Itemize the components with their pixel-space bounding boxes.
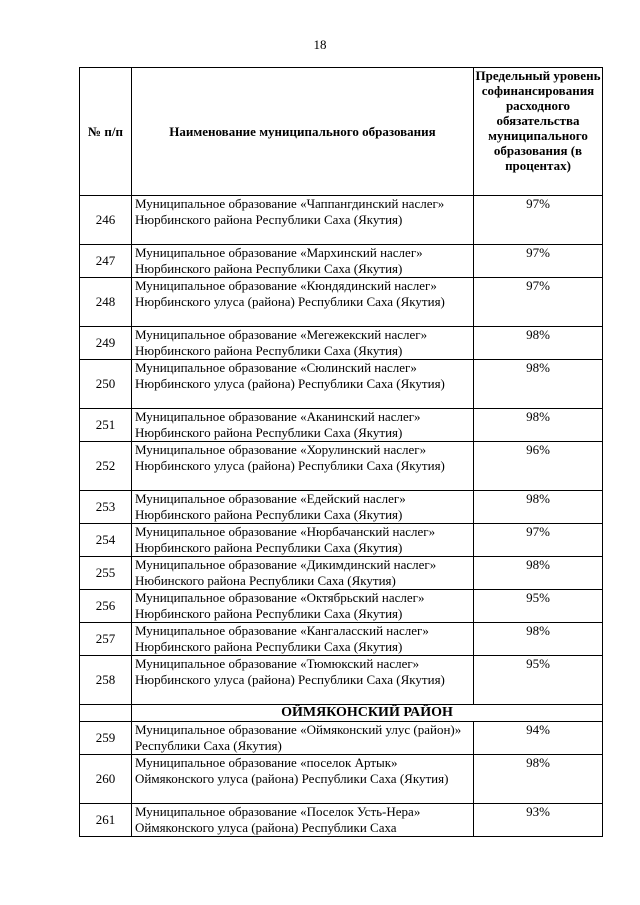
row-number: 246 [80,196,132,245]
row-value: 98% [474,755,603,804]
row-name: Муниципальное образование «Сюлинский наслег» Нюрбинского улуса (района) Республики Саха (Якутия) [132,360,474,409]
row-name: Муниципальное образование «Нюрбачанский наслег» Нюрбинского района Республики Саха (Якутия) [132,524,474,557]
row-value: 97% [474,524,603,557]
section-title: ОЙМЯКОНСКИЙ РАЙОН [132,705,603,722]
row-value: 95% [474,656,603,705]
table-row [80,524,603,557]
row-number: 253 [80,491,132,524]
row-number: 249 [80,327,132,360]
row-value: 96% [474,442,603,491]
row-value: 98% [474,557,603,590]
row-name: Муниципальное образование «Октябрьский наслег» Нюрбинского района Республики Саха (Якутия) [132,590,474,623]
row-value: 97% [474,245,603,278]
row-name: Муниципальное образование «Поселок Усть-Нера» Оймяконского улуса (района) Республики Саха [132,804,474,837]
row-value: 97% [474,278,603,327]
table-row [80,196,603,245]
row-number: 256 [80,590,132,623]
row-number: 255 [80,557,132,590]
row-number: 248 [80,278,132,327]
header-level: Предельный уровень софинансирования расходного обязательства муниципального образования (в процентах) [474,68,603,196]
row-value: 98% [474,327,603,360]
row-number: 252 [80,442,132,491]
row-number: 247 [80,245,132,278]
table-row [80,623,603,656]
row-number: 257 [80,623,132,656]
section-empty-cell [80,705,132,722]
row-name: Муниципальное образование «Тюмюкский наслег» Нюрбинского улуса (района) Республики Саха (Якутия) [132,656,474,705]
row-number: 260 [80,755,132,804]
header-number: № п/п [80,68,132,196]
table-row [80,656,603,705]
row-name: Муниципальное образование «Чаппангдинский наслег» Нюрбинского района Республики Саха (Якутия) [132,196,474,245]
page-number: 18 [313,37,327,52]
row-value: 93% [474,804,603,837]
row-name: Муниципальное образование «Мархинский наслег» Нюрбинского района Республики Саха (Якутия) [132,245,474,278]
row-number: 251 [80,409,132,442]
table-row [80,360,603,409]
row-number: 261 [80,804,132,837]
row-name: Муниципальное образование «Мегежекский наслег» Нюрбинского района Республики Саха (Якутия) [132,327,474,360]
table-row [80,409,603,442]
table-row [80,327,603,360]
row-name: Муниципальное образование «Хорулинский наслег» Нюрбинского улуса (района) Республики Саха (Якутия) [132,442,474,491]
row-value: 98% [474,360,603,409]
row-value: 95% [474,590,603,623]
row-name: Муниципальное образование «поселок Артык» Оймяконского улуса (района) Республики Саха (Якутия) [132,755,474,804]
row-number: 258 [80,656,132,705]
table-row [80,491,603,524]
row-value: 98% [474,491,603,524]
section-row [80,705,603,722]
header-name: Наименование муниципального образования [132,68,474,196]
table-row [80,722,603,755]
table-row [80,557,603,590]
row-value: 94% [474,722,603,755]
row-value: 98% [474,409,603,442]
row-value: 97% [474,196,603,245]
row-value: 98% [474,623,603,656]
row-name: Муниципальное образование «Едейский наслег» Нюрбинского района Республики Саха (Якутия) [132,491,474,524]
municipal-table [79,67,603,837]
table-row [80,804,603,837]
table-row [80,245,603,278]
row-number: 250 [80,360,132,409]
table-header-row [80,68,603,196]
row-number: 259 [80,722,132,755]
table-row [80,590,603,623]
table-row [80,755,603,804]
row-name: Муниципальное образование «Кангаласский наслег» Нюрбинского района Республики Саха (Якутия) [132,623,474,656]
table-row [80,442,603,491]
row-number: 254 [80,524,132,557]
row-name: Муниципальное образование «Кюндядинский наслег» Нюрбинского улуса (района) Республики Саха (Якутия) [132,278,474,327]
row-name: Муниципальное образование «Дикимдинский наслег» Нюбинского района Республики Саха (Якутия) [132,557,474,590]
table-row [80,278,603,327]
row-name: Муниципальное образование «Аканинский наслег» Нюрбинского района Республики Саха (Якутия) [132,409,474,442]
row-name: Муниципальное образование «Оймяконский улус (район)» Республики Саха (Якутия) [132,722,474,755]
